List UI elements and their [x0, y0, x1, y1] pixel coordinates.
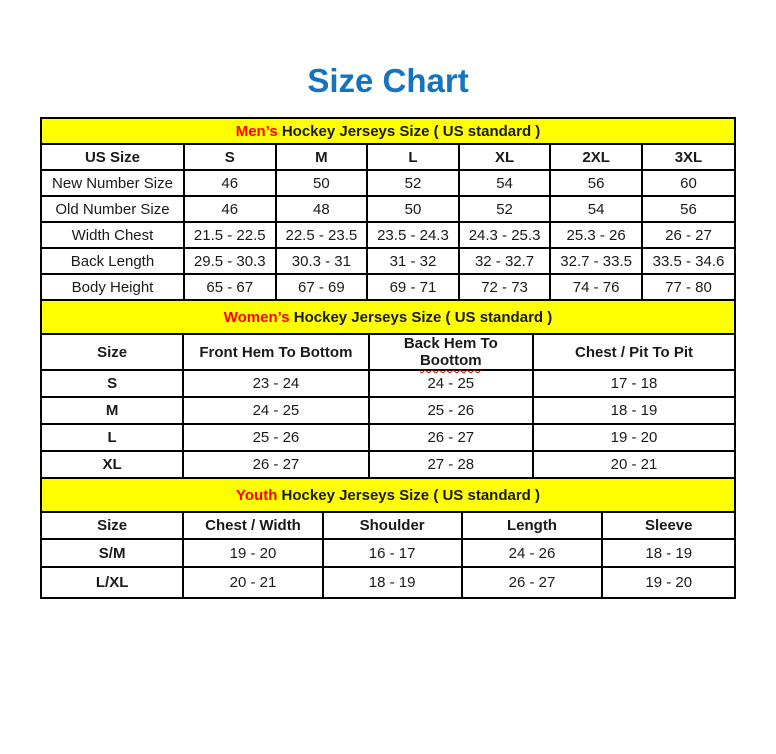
mens-column-header: 2XL [550, 144, 642, 170]
womens-size-value-cell: 24 - 25 [183, 397, 368, 424]
mens-size-table [40, 117, 736, 301]
page-title: Size Chart [307, 62, 469, 99]
mens-size-value-cell: 69 - 71 [367, 274, 459, 300]
youth-size-value-cell: 19 - 20 [183, 539, 322, 567]
womens-table-row [41, 451, 735, 478]
mens-row-label: Old Number Size [41, 196, 184, 222]
mens-row-label: Body Height [41, 274, 184, 300]
mens-size-value-cell: 25.3 - 26 [550, 222, 642, 248]
mens-size-value-cell: 52 [367, 170, 459, 196]
womens-table-row [41, 397, 735, 424]
womens-table-row [41, 370, 735, 397]
mens-column-header: XL [459, 144, 551, 170]
mens-size-value-cell: 67 - 69 [276, 274, 368, 300]
youth-size-value-cell: 24 - 26 [462, 539, 603, 567]
mens-size-value-cell: 22.5 - 23.5 [276, 222, 368, 248]
womens-column-header-text: Back Hem To [403, 335, 498, 352]
youth-size-value-cell: 18 - 19 [602, 539, 735, 567]
womens-row-label: L [41, 424, 183, 451]
mens-size-value-cell: 31 - 32 [367, 248, 459, 274]
mens-row-label: Width Chest [41, 222, 184, 248]
mens-size-value-cell: 60 [642, 170, 735, 196]
mens-size-value-cell: 56 [642, 196, 735, 222]
mens-table-row [41, 170, 735, 196]
womens-size-value-cell: 26 - 27 [183, 451, 368, 478]
mens-size-value-cell: 26 - 27 [642, 222, 735, 248]
mens-size-value-cell: 32 - 32.7 [459, 248, 551, 274]
womens-size-value-cell: 23 - 24 [183, 370, 368, 397]
womens-column-header [369, 334, 533, 370]
mens-size-value-cell: 24.3 - 25.3 [459, 222, 551, 248]
mens-column-header: S [184, 144, 276, 170]
mens-size-value-cell: 48 [276, 196, 368, 222]
mens-table-row [41, 196, 735, 222]
mens-size-value-cell: 74 - 76 [550, 274, 642, 300]
mens-size-value-cell: 54 [459, 170, 551, 196]
womens-size-value-cell: 20 - 21 [533, 451, 735, 478]
mens-row-label: New Number Size [41, 170, 184, 196]
youth-size-table [40, 477, 736, 599]
womens-band-rest: Hockey Jerseys Size ( US standard ) [289, 308, 553, 326]
womens-row-label: M [41, 397, 183, 424]
womens-row-label: S [41, 370, 183, 397]
womens-size-value-cell: 25 - 26 [369, 397, 533, 424]
womens-size-value-cell: 17 - 18 [533, 370, 735, 397]
mens-band-rest: Hockey Jerseys Size ( US standard ) [277, 122, 541, 140]
youth-size-value-cell: 20 - 21 [183, 567, 322, 598]
mens-size-value-cell: 46 [184, 170, 276, 196]
youth-row-label: L/XL [41, 567, 183, 598]
womens-size-value-cell: 24 - 25 [369, 370, 533, 397]
womens-band-highlight: Women’s [223, 308, 290, 326]
womens-size-value-cell: 19 - 20 [533, 424, 735, 451]
youth-table-row [41, 539, 735, 567]
youth-column-header: Shoulder [323, 512, 462, 539]
womens-size-value-cell: 18 - 19 [533, 397, 735, 424]
youth-size-value-cell: 18 - 19 [323, 567, 462, 598]
womens-column-header: Front Hem To Bottom [183, 334, 368, 370]
mens-size-value-cell: 54 [550, 196, 642, 222]
size-chart-tables [40, 117, 736, 599]
mens-size-value-cell: 77 - 80 [642, 274, 735, 300]
womens-size-table [40, 299, 736, 479]
mens-column-header: L [367, 144, 459, 170]
mens-size-value-cell: 32.7 - 33.5 [550, 248, 642, 274]
womens-size-value-cell: 26 - 27 [369, 424, 533, 451]
mens-table-row [41, 248, 735, 274]
youth-size-value-cell: 26 - 27 [462, 567, 603, 598]
mens-size-value-cell: 56 [550, 170, 642, 196]
youth-column-header: Length [462, 512, 603, 539]
mens-column-header: US Size [41, 144, 184, 170]
mens-row-label: Back Length [41, 248, 184, 274]
womens-size-value-cell: 25 - 26 [183, 424, 368, 451]
womens-size-value-cell: 27 - 28 [369, 451, 533, 478]
womens-section-band [41, 300, 735, 334]
youth-section-band [41, 478, 735, 512]
youth-size-value-cell: 16 - 17 [323, 539, 462, 567]
youth-column-header: Chest / Width [183, 512, 322, 539]
mens-table-row [41, 274, 735, 300]
womens-table-row [41, 424, 735, 451]
mens-section-band [41, 118, 735, 144]
mens-band-highlight: Men’s [235, 122, 278, 140]
womens-column-header: Chest / Pit To Pit [533, 334, 735, 370]
mens-size-value-cell: 29.5 - 30.3 [184, 248, 276, 274]
mens-size-value-cell: 72 - 73 [459, 274, 551, 300]
mens-size-value-cell: 50 [367, 196, 459, 222]
mens-size-value-cell: 30.3 - 31 [276, 248, 368, 274]
youth-column-header: Size [41, 512, 183, 539]
youth-size-value-cell: 19 - 20 [602, 567, 735, 598]
mens-column-header: M [276, 144, 368, 170]
mens-size-value-cell: 52 [459, 196, 551, 222]
mens-size-value-cell: 46 [184, 196, 276, 222]
youth-band-highlight: Youth [236, 486, 278, 504]
mens-column-header: 3XL [642, 144, 735, 170]
mens-size-value-cell: 33.5 - 34.6 [642, 248, 735, 274]
mens-size-value-cell: 21.5 - 22.5 [184, 222, 276, 248]
youth-band-rest: Hockey Jerseys Size ( US standard ) [277, 486, 540, 504]
youth-row-label: S/M [41, 539, 183, 567]
mens-size-value-cell: 65 - 67 [184, 274, 276, 300]
youth-column-header: Sleeve [602, 512, 735, 539]
mens-table-row [41, 222, 735, 248]
womens-column-header: Size [41, 334, 183, 370]
mens-size-value-cell: 50 [276, 170, 368, 196]
womens-row-label: XL [41, 451, 183, 478]
womens-column-header-misspelled-word: Boottom [419, 352, 482, 369]
mens-size-value-cell: 23.5 - 24.3 [367, 222, 459, 248]
youth-table-row [41, 567, 735, 598]
